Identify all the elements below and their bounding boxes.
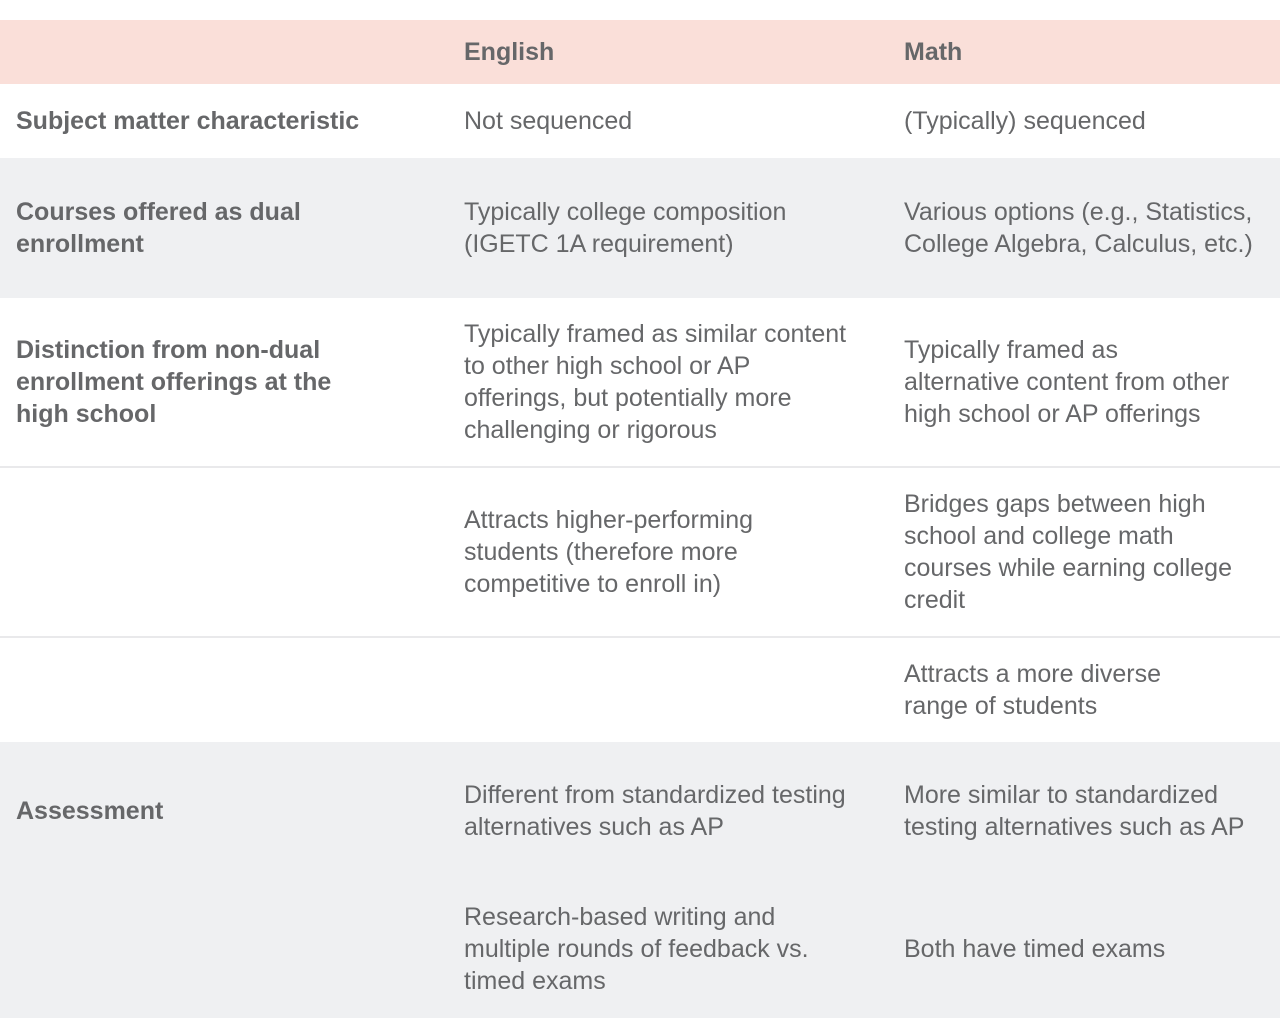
table-row bbox=[0, 298, 1280, 468]
row-label: Subject matter characteristic bbox=[16, 107, 360, 135]
header-cell-english: English bbox=[464, 38, 555, 66]
table-row bbox=[0, 468, 1280, 638]
row-label: Courses offered as dual enrollment bbox=[16, 198, 301, 258]
english-cell: Different from standardized testing alternatives such as AP bbox=[464, 781, 846, 841]
math-cell: Typically framed as alternative content from other high school or AP offerings bbox=[904, 336, 1230, 428]
row-label bbox=[16, 638, 436, 742]
math-cell: Both have timed exams bbox=[904, 935, 1166, 963]
english-cell: Not sequenced bbox=[464, 107, 633, 135]
math-cell: (Typically) sequenced bbox=[904, 107, 1146, 135]
row-label bbox=[16, 880, 436, 1018]
math-cell: Various options (e.g., Statistics, College Algebra, Calculus, etc.) bbox=[904, 198, 1253, 258]
english-cell: Typically framed as similar content to other high school or AP offerings, but potentially more challenging or rigorous bbox=[464, 320, 847, 444]
english-cell: Research-based writing and multiple rounds of feedback vs. timed exams bbox=[464, 903, 809, 995]
math-cell: Attracts a more diverse range of students bbox=[904, 660, 1162, 720]
table-row-group-assessment bbox=[0, 742, 1280, 1018]
math-cell: Bridges gaps between high school and college math courses while earning college credit bbox=[904, 490, 1232, 614]
table-row bbox=[0, 158, 1280, 298]
table-header-row bbox=[0, 20, 1280, 84]
english-cell: Attracts higher-performing students (therefore more competitive to enroll in) bbox=[464, 506, 754, 598]
english-cell: Typically college composition (IGETC 1A requirement) bbox=[464, 198, 787, 258]
row-label: Assessment bbox=[16, 797, 164, 825]
table-row bbox=[0, 84, 1280, 158]
header-cell-blank bbox=[16, 20, 436, 84]
header-cell-math: Math bbox=[904, 38, 963, 66]
row-label bbox=[16, 468, 436, 636]
comparison-table bbox=[0, 20, 1280, 1018]
english-cell bbox=[464, 638, 864, 742]
row-label: Distinction from non-dual enrollment offerings at the high school bbox=[16, 336, 332, 428]
table-row bbox=[0, 638, 1280, 742]
math-cell: More similar to standardized testing alternatives such as AP bbox=[904, 781, 1245, 841]
